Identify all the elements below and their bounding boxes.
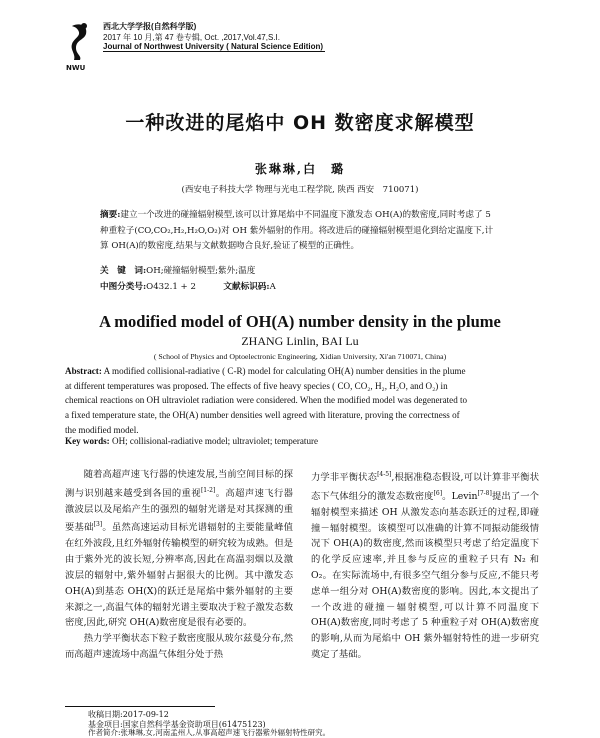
- chinese-authors: 张琳琳,白 璐: [254, 162, 346, 176]
- journal-name-cn: 西北大学学报(自然科学版): [103, 22, 197, 31]
- english-abstract-line-1: A modified collisional-radiative ( C-R) model for calculating OH(A) number densities in the plume: [103, 366, 466, 376]
- classification-line: [100, 280, 276, 292]
- fund-note: 基金项目:国家自然科学基金资助项目(61475123): [88, 720, 266, 729]
- citation-ref: [4-5]: [377, 471, 392, 478]
- english-abstract-line-4: a fixed temperature state, the OH(A) number densities well agreed with literature, proving the correctness of: [65, 410, 460, 421]
- logo-text: NWU: [66, 64, 86, 72]
- citation-ref: [7-8]: [477, 489, 492, 497]
- header-rule: [103, 51, 325, 52]
- author-bio: 作者简介:张琳琳,女,河南孟州人,从事高超声速飞行器紫外辐射特性研究。: [88, 728, 331, 737]
- chinese-title: 一种改进的尾焰中 OH 数密度求解模型: [125, 112, 475, 134]
- english-keywords: [65, 436, 538, 446]
- doc-code-value: A: [269, 282, 276, 292]
- english-abstract-line-3: chemical reactions on OH ultraviolet radiation were considered. When the modified model was degenerated to: [65, 395, 468, 406]
- english-abstract: [65, 364, 538, 438]
- issue-line: 2017 年 10 月,第 47 卷专辑, Oct. ,2017,Vol.47,S.I.: [103, 33, 280, 42]
- body-right-text-3: 。Levin: [442, 490, 478, 502]
- citation-ref: [3]: [93, 521, 103, 529]
- body-left-text-1: 随着高超声速飞行器的快速发展,当前空间目标的探测与识别越来越受到各国的重视: [65, 469, 293, 499]
- doc-code-label: 文献标识码:: [223, 282, 270, 292]
- english-abstract-label: Abstract:: [65, 366, 102, 376]
- received-date: 收稿日期:2017-09-12: [88, 710, 169, 719]
- body-left-text-4: 热力学平衡状态下粒子数密度服从玻尔兹曼分布,然而高超声速流场中高温气体组分处于热: [65, 633, 293, 660]
- english-keywords-text: OH; collisional-radiative model; ultraviolet; temperature: [112, 436, 319, 446]
- body-column-right: [311, 467, 539, 663]
- citation-ref: [1-2]: [200, 486, 216, 494]
- english-title: A modified model of OH(A) number density in the plume: [99, 312, 501, 331]
- english-keywords-label: Key words:: [65, 436, 110, 446]
- english-authors: ZHANG Linlin, BAI Lu: [241, 334, 359, 348]
- body-column-left: [65, 467, 293, 663]
- abstract-text: 建立一个改进的碰撞辐射模型,该可以计算尾焰中不同温度下激发态 OH(A)的数密度,同时考虑了 5 种重粒子(CO,CO₂,H₂,H₂O,O₂)对 OH 紫外辐射的作用。将改进后的碰撞辐射模型退化到给定温度下,计算 OH(A)的数密度,结果与文献数据吻合良好,验证了模型的正确性。: [100, 210, 494, 251]
- chinese-keywords: [100, 264, 255, 276]
- body-right-text-2: ,根据准稳态假设,可以计算非平衡状态下气体组分的激发态数密度: [311, 472, 539, 502]
- chinese-affiliation: (西安电子科技大学 物理与光电工程学院, 陕西 西安 710071): [181, 185, 419, 195]
- citation-ref: [6]: [433, 489, 443, 497]
- english-abstract-line-5: the modified model.: [65, 424, 139, 435]
- journal-logo: [66, 20, 96, 72]
- english-affiliation: ( School of Physics and Optoelectronic Engineering, Xidian University, Xi'an 710071, China): [153, 352, 447, 361]
- journal-name-en: Journal of Northwest University ( Natural Science Edition): [103, 42, 324, 51]
- keywords-text: OH;碰撞辐射模型;紫外;温度: [146, 266, 256, 276]
- clc-label: 中图分类号:: [100, 282, 147, 292]
- body-right-text-4: 提出了一个辐射模型来描述 OH 从激发态向基态跃迁的过程,即碰撞－辐射模型。该模型可以准确的计算不同振动能级情况下 OH(A)的数密度,然而该模型只考虑了给定温度下的化学反应速率,并且参与反应的重粒子只有 N₂ 和 O₂。在实际流场中,有很多空气组分参与反应,不能只考虑单一组分对 OH(A)数密度的影响。因此,本文提出了一个改进的碰撞－辐射模型,可以计算不同温度下 OH(A)数密度,同时考虑了 5 种重粒子对 OH(A)数密度的影响,从而为尾焰中 OH 紫外辐射特性的进一步研究奠定了基础。: [311, 490, 539, 660]
- keywords-label: 关 键 词:: [100, 266, 147, 276]
- footnote-rule: [65, 706, 215, 707]
- body-left-text-2: 。高超声速飞行器激波层以及尾焰产生的强烈的辐射光谱是对其探测的重要基础: [65, 487, 293, 534]
- english-abstract-line-2: at different temperatures was proposed. The effects of five heavy species ( CO, CO₂, H₂, H₂O, and O₂) in: [65, 380, 448, 391]
- chinese-abstract: [100, 208, 498, 255]
- body-left-text-3: 。虽然高速运动目标光谱辐射的主要能量峰值在红外波段,且红外辐射传输模型的研究较为成熟。但是由于紫外光的波长短,分辨率高,因此在高温羽烟以及激波层的辐射中,紫外辐射占据很大的比例。其中激发态 OH(A)到基态 OH(X)的跃迁是尾焰中紫外辐射的主要来源之一,高温气体的辐射光谱主要取决于粒子激发态数密度,因此,研究 OH(A)数密度是很有必要的。: [65, 522, 293, 629]
- body-right-text-1: 力学非平衡状态: [311, 472, 378, 484]
- clc-value: O432.1 + 2: [146, 282, 196, 292]
- abstract-label: 摘要:: [100, 210, 121, 220]
